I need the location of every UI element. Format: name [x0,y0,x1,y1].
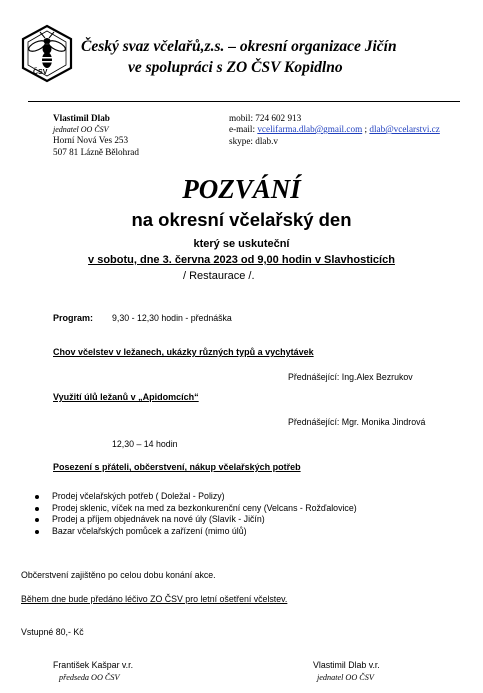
signature-left-role: předseda OO ČSV [59,673,120,682]
program-topic-1: Chov včelstev v ležanech, ukázky různých typů a vychytávek [53,347,314,357]
header-line-1: Český svaz včelařů,z.s. – okresní organizace Jičín [81,38,397,55]
program-topic-3: Posezení s přáteli, občerstvení, nákup včelařských potřeb [53,462,301,472]
contact-email-row [229,124,440,135]
list-item: Bazar včelařských pomůcek a zařízení (mimo úlů) [26,526,357,538]
contact-mobile: mobil: 724 602 913 [229,113,302,123]
program-time-2: 12,30 – 14 hodin [112,439,178,449]
invitation-venue: / Restaurace /. [183,270,255,282]
contact-city: 507 81 Lázně Bělohrad [53,147,139,157]
signature-right-name: Vlastimil Dlab v.r. [313,660,380,670]
program-speaker-2: Přednášející: Mgr. Monika Jindrová [288,417,426,427]
contact-name: Vlastimil Dlab [53,113,110,123]
program-speaker-1: Přednášející: Ing.Alex Bezrukov [288,372,413,382]
bullet-icon [35,495,39,499]
bullet-icon [35,507,39,511]
invitation-line-3: který se uskuteční [193,238,290,250]
email-link-1[interactable]: vcelifarma.dlab@gmail.com [257,124,363,134]
email-link-2[interactable]: dlab@vcelarstvi.cz [369,124,440,134]
signature-right-role: jednatel OO ČSV [317,673,374,682]
header-rule [28,101,460,102]
header-line-2: ve spolupráci s ZO ČSV Kopidlno [128,59,343,76]
invitation-subtitle: na okresní včelařský den [131,209,352,230]
invitation-date: v sobotu, dne 3. června 2023 od 9,00 hodin v Slavhosticích [88,254,395,266]
csv-logo [19,24,75,84]
list-item: Prodej včelařských potřeb ( Doležal - Polizy) [26,491,357,503]
signature-left-name: František Kašpar v.r. [53,660,134,670]
bullet-icon [35,518,39,522]
sale-list [26,491,357,537]
list-item: Prodej a příjem objednávek na nové úly (Slavík - Jičín) [26,514,357,526]
entry-fee: Vstupné 80,- Kč [21,627,84,637]
logo-text: ČSV [33,69,48,76]
invitation-title: POZVÁNÍ [182,174,301,204]
email-separator: ; [364,124,368,134]
program-time-1: 9,30 - 12,30 hodin - přednáška [112,313,232,323]
bullet-icon [35,530,39,534]
email-label: e-mail: [229,124,256,134]
program-topic-2: Využití úlů ležanů v „Apidomcích“ [53,392,199,402]
program-label: Program: [53,313,94,323]
list-item: Prodej sklenic, víček na med za bezkonkurenční ceny (Velcans - Rožďalovice) [26,503,357,515]
contact-role: jednatel OO ČSV [53,125,109,134]
refreshment-note: Občerstvení zajištěno po celou dobu konání akce. [21,570,216,580]
contact-street: Horní Nová Ves 253 [53,135,129,145]
contact-skype: skype: dlab.v [229,136,278,146]
medicine-note: Během dne bude předáno léčivo ZO ČSV pro letní ošetření včelstev. [21,594,288,604]
